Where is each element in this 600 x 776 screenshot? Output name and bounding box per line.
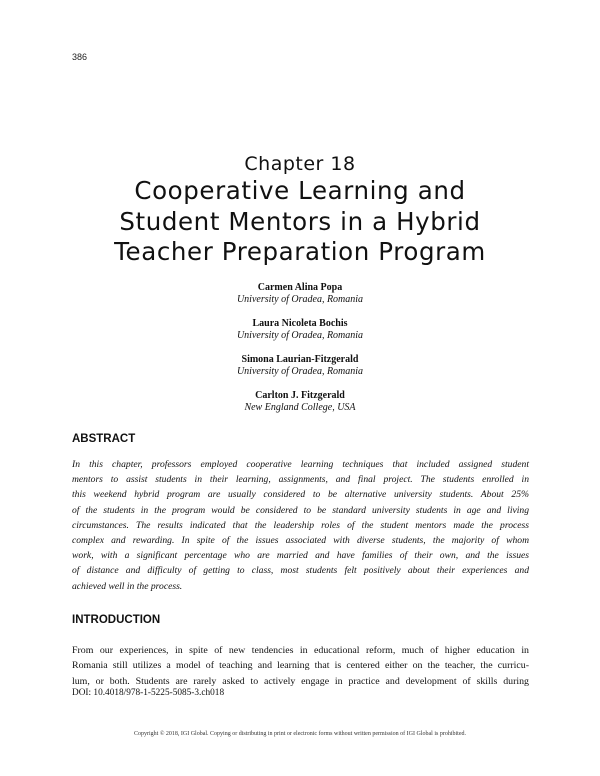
author-affiliation: University of Oradea, Romania bbox=[236, 330, 364, 341]
abstract-line: achieved well in the process. bbox=[72, 580, 183, 592]
doi-text: DOI: 10.4018/978-1-5225-5085-3.ch018 bbox=[72, 688, 225, 698]
introduction-line: Romania still utilizes a model of teaching and learning that is centered either on the teacher, the curricu- bbox=[72, 660, 529, 672]
abstract-line: of the students in the program would be considered to be standard university students in age and living bbox=[72, 504, 529, 516]
chapter-title-line: Cooperative Learning and bbox=[134, 176, 466, 205]
abstract-line: this weekend hybrid program are usually considered to be alternative university students. About 25% bbox=[72, 489, 529, 501]
abstract-line: work, with a significant percentage who are married and have families of their own, and the issues bbox=[72, 550, 529, 562]
author-affiliation: University of Oradea, Romania bbox=[236, 366, 364, 377]
author-entry bbox=[0, 390, 600, 414]
abstract-heading: ABSTRACT bbox=[72, 433, 136, 445]
author-entry bbox=[0, 354, 600, 378]
author-name: Carmen Alina Popa bbox=[257, 282, 343, 293]
author-entry bbox=[0, 318, 600, 342]
introduction-line: lum, or both. Students are rarely asked to actively engage in practice and development of skills during bbox=[72, 675, 529, 687]
abstract-line: In this chapter, professors employed cooperative learning techniques that included assigned student bbox=[72, 459, 529, 470]
author-name: Laura Nicoleta Bochis bbox=[252, 318, 348, 329]
author-name: Carlton J. Fitzgerald bbox=[255, 390, 345, 401]
abstract-line: of distance and difficulty of getting to class, most students felt positively about their experiences and bbox=[72, 565, 529, 577]
chapter-title bbox=[60, 176, 540, 268]
introduction-line: From our experiences, in spite of new tendencies in educational reform, much of higher education in bbox=[72, 645, 529, 656]
author-affiliation: New England College, USA bbox=[244, 402, 356, 413]
chapter-title-line: Student Mentors in a Hybrid bbox=[119, 206, 481, 236]
introduction-body bbox=[72, 643, 529, 689]
introduction-heading: INTRODUCTION bbox=[72, 614, 161, 626]
copyright-notice: Copyright © 2018, IGI Global. Copying or distributing in print or electronic forms without written permission of IGI Global is prohibited. bbox=[133, 731, 466, 737]
author-affiliation: University of Oradea, Romania bbox=[236, 294, 364, 305]
chapter-title-line: Teacher Preparation Program bbox=[114, 237, 486, 266]
abstract-line: circumstances. The results indicated that the leadership roles of the student mentors made the process bbox=[72, 519, 529, 531]
abstract-body bbox=[72, 457, 529, 594]
author-list bbox=[0, 282, 600, 426]
abstract-line: mentors to assist students in their learning, assignments, and final project. The students enrolled in bbox=[72, 474, 529, 486]
page-number: 386 bbox=[72, 52, 88, 62]
chapter-label: Chapter 18 bbox=[244, 153, 356, 175]
abstract-line: complex and rewarding. In spite of the issues associated with diverse students, the majority of whom bbox=[72, 535, 529, 547]
author-name: Simona Laurian-Fitzgerald bbox=[241, 354, 359, 365]
author-entry bbox=[0, 282, 600, 306]
